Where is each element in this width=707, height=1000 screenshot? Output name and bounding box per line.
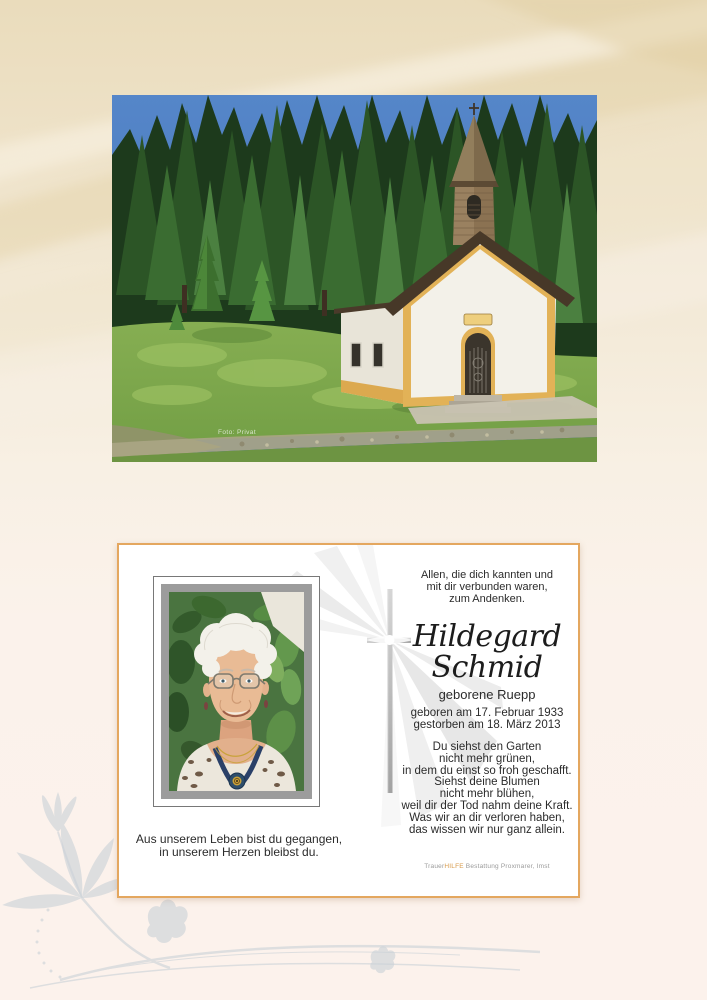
intro-line: Allen, die dich kannten und bbox=[420, 569, 554, 581]
poem-line: nicht mehr grünen, bbox=[439, 752, 535, 765]
intro-line: zum Andenken. bbox=[449, 592, 525, 605]
memorial-poem bbox=[322, 742, 652, 836]
life-dates bbox=[322, 707, 652, 731]
pendant bbox=[229, 773, 245, 789]
funeral-home-prefix: Trauer bbox=[424, 863, 445, 870]
poem-line: Was wir an dir verloren haben, bbox=[409, 811, 565, 824]
funeral-home-credit bbox=[322, 863, 652, 870]
poem-line: weil dir der Tod nahm deine Kraft. bbox=[401, 799, 573, 812]
portrait-photo bbox=[153, 576, 320, 807]
poem-line: in dem du einst so froh geschafft. bbox=[402, 764, 572, 777]
photo-credit: Foto: Privat bbox=[218, 429, 257, 436]
first-name: Hildegard bbox=[412, 619, 562, 654]
intro-line: mit dir verbunden waren, bbox=[426, 580, 548, 593]
death-date: gestorben am 18. März 2013 bbox=[413, 719, 561, 731]
caption-line: Aus unserem Leben bist du gegangen, bbox=[135, 832, 343, 846]
caption bbox=[119, 833, 359, 858]
poem-line: das wissen wir nur ganz allein. bbox=[409, 823, 565, 836]
birth-date: geboren am 17. Februar 1933 bbox=[410, 707, 564, 719]
poem-line: nicht mehr blühen, bbox=[439, 788, 535, 801]
maiden-name: geborene Ruepp bbox=[438, 687, 536, 702]
portrait-image bbox=[169, 592, 304, 791]
intro-text bbox=[322, 570, 652, 605]
funeral-home-highlight: HILFE bbox=[444, 863, 464, 870]
door-plaque bbox=[464, 314, 492, 325]
portrait-frame bbox=[161, 584, 312, 799]
chapel-photo bbox=[112, 95, 597, 462]
poem-line: Du siehst den Garten bbox=[432, 741, 542, 753]
chapel-scene-image bbox=[112, 95, 597, 462]
poem-line: Siehst deine Blumen bbox=[434, 776, 540, 789]
chapel-door bbox=[461, 327, 495, 395]
caption-line: in unserem Herzen bleibst du. bbox=[159, 844, 319, 859]
deceased-name bbox=[322, 621, 652, 683]
last-name: Schmid bbox=[431, 650, 543, 685]
memorial-card bbox=[117, 543, 580, 898]
funeral-home-suffix: Bestattung Proxmarer, Imst bbox=[463, 863, 550, 870]
